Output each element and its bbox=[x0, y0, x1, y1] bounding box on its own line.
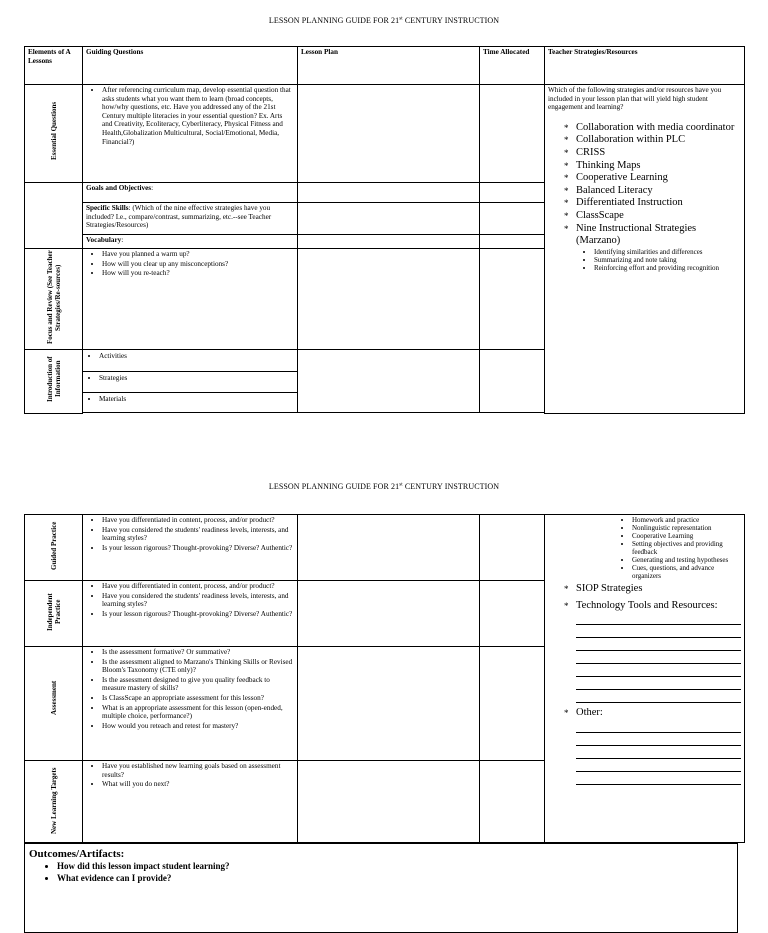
strategy-item: * Cooperative Learning bbox=[564, 172, 741, 185]
focus-item: • How will you clear up any misconceptions? bbox=[102, 260, 294, 269]
assessment-item: • Is the assessment aligned to Marzano's Thinking Skills or Revised Bloom's Taxonomy (CTE only)? bbox=[102, 658, 294, 675]
header-guiding: Guiding Questions bbox=[83, 47, 298, 85]
marzano-item: • Summarizing and note taking bbox=[594, 256, 741, 264]
focus-item: • How will you re-teach? bbox=[102, 269, 294, 278]
time-cell[interactable] bbox=[480, 203, 545, 235]
strategy-item: * CRISS bbox=[564, 147, 741, 160]
marzano-item: • Setting objectives and providing feedback bbox=[632, 540, 741, 556]
row-label-essential: Essential Questions bbox=[49, 101, 58, 161]
skills-text: : (Which of the nine effective strategies have you included? I.e., compare/contrast, summarizing, etc.--see Teacher Strategies/Resources) bbox=[86, 204, 272, 230]
plan-cell[interactable] bbox=[298, 515, 480, 581]
strategy-item: * Collaboration with media coordinator bbox=[564, 122, 741, 135]
plan-cell[interactable] bbox=[298, 761, 480, 843]
plan-cell[interactable] bbox=[298, 350, 480, 413]
other-blank-line[interactable] bbox=[576, 746, 741, 759]
vocab-label: Vocabulary bbox=[86, 236, 122, 244]
plan-cell[interactable] bbox=[298, 249, 480, 350]
tech-item: Technology Tools and Resources: bbox=[576, 599, 718, 611]
strategy-item: * Collaboration within PLC bbox=[564, 134, 741, 147]
other-blank-line[interactable] bbox=[576, 759, 741, 772]
marzano-item: • Identifying similarities and differences bbox=[594, 248, 741, 256]
assessment-item: • Is the assessment formative? Or summative? bbox=[102, 648, 294, 657]
outcomes-title: Outcomes/Artifacts: bbox=[29, 848, 125, 860]
time-cell[interactable] bbox=[480, 85, 545, 183]
assessment-item: • Is the assessment designed to give you quality feedback to measure mastery of skills? bbox=[102, 676, 294, 693]
header-time: Time Allocated bbox=[480, 47, 545, 85]
marzano-item: • Generating and testing hypotheses bbox=[632, 556, 741, 564]
tech-blank-line[interactable] bbox=[576, 612, 741, 625]
tech-blank-line[interactable] bbox=[576, 677, 741, 690]
time-cell[interactable] bbox=[480, 647, 545, 761]
outcomes-item: • What evidence can I provide? bbox=[57, 872, 737, 884]
plan-cell[interactable] bbox=[298, 647, 480, 761]
time-cell[interactable] bbox=[480, 761, 545, 843]
plan-cell[interactable] bbox=[298, 183, 480, 203]
independent-item: • Have you considered the students' readiness levels, interests, and learning styles? bbox=[102, 592, 294, 609]
targets-item: • Have you established new learning goals based on assessment results? bbox=[102, 762, 294, 779]
plan-cell[interactable] bbox=[298, 85, 480, 183]
tech-blank-line[interactable] bbox=[576, 690, 741, 703]
marzano-item: • Cues, questions, and advance organizers bbox=[632, 564, 741, 580]
guided-item: • Have you considered the students' readiness levels, interests, and learning styles? bbox=[102, 526, 294, 543]
row-label-assessment: Assessment bbox=[49, 680, 58, 716]
focus-item: • Have you planned a warm up? bbox=[102, 250, 294, 259]
row-label-independent: Independent Practice bbox=[45, 593, 62, 631]
time-cell[interactable] bbox=[480, 515, 545, 581]
other-blank-line[interactable] bbox=[576, 733, 741, 746]
strategy-item: * Balanced Literacy bbox=[564, 185, 741, 198]
marzano-item: • Nonlinguistic representation bbox=[632, 524, 741, 532]
strategies-panel bbox=[545, 85, 745, 414]
marzano-item: • Homework and practice bbox=[632, 516, 741, 524]
outcomes-box bbox=[24, 843, 738, 933]
strategies-question: Which of the following strategies and/or resources have you included in your lesson plan that will yield high student engagement and learning? bbox=[548, 86, 722, 112]
row-label-guided: Guided Practice bbox=[49, 521, 58, 571]
time-cell[interactable] bbox=[480, 350, 545, 413]
essential-question-text: • After referencing curriculum map, develop essential question that asks students what you want them to learn (broad concepts, how/why questions, etc. Have you addressed any of the 21st Century multiple literacies in your essential question? Ex. Arts and Creativity, Ecoliteracy, Cyberliteracy, Physical Fitness and Health,Globalization Multicultural, Social/Emotional, Media, Financial?) bbox=[102, 86, 294, 146]
marzano-item: • Cooperative Learning bbox=[632, 532, 741, 540]
other-item: Other: bbox=[576, 707, 603, 719]
targets-item: • What will you do next? bbox=[102, 780, 294, 789]
time-cell[interactable] bbox=[480, 249, 545, 350]
row-label-focus: Focus and Review (See Teacher Strategies/Re-sources) bbox=[45, 250, 62, 345]
guided-item: • Have you differentiated in content, process, and/or product? bbox=[102, 516, 294, 525]
independent-item: • Have you differentiated in content, process, and/or product? bbox=[102, 582, 294, 591]
independent-item: • Is your lesson rigorous? Thought-provoking? Diverse? Authentic? bbox=[102, 610, 294, 619]
assessment-item: • How would you reteach and retest for mastery? bbox=[102, 722, 294, 731]
assessment-item: • What is an appropriate assessment for this lesson (open-ended, multiple choice, performance?) bbox=[102, 704, 294, 721]
tech-blank-line[interactable] bbox=[576, 638, 741, 651]
plan-cell[interactable] bbox=[298, 581, 480, 647]
assessment-item: • Is ClassScape an appropriate assessment for this lesson? bbox=[102, 694, 294, 703]
intro-item: • Materials bbox=[99, 395, 297, 404]
other-blank-line[interactable] bbox=[576, 720, 741, 733]
intro-item: • Activities bbox=[99, 352, 297, 361]
tech-blank-line[interactable] bbox=[576, 625, 741, 638]
strategy-item: * ClassScape bbox=[564, 210, 741, 223]
lesson-table-page1: Elements of A Lessons Guiding Questions Lesson Plan Time Allocated Teacher Strategies/Resources Essential Questions • After referencing curriculum map, develop essential question that asks students what you want them to learn (broad concepts, how/why questions, etc. Have you addressed any of the 21st Century multiple literacies in your essential question? Ex. Arts and Creativity, Ecoliteracy, Cyberliteracy, Physical Fitness and Health,Globalization Multicultural, Social/Emotional, Media, Financial?) Which of the following strategies and/or resources have you included in your lesson plan that will yield high student engagement and learning? * Collaboration with media coordinator * Collaboration within PLC * CRISS * Thinking Maps * Cooperative Learning * Balanced Literacy * Differentiated Instruction * ClassScape * Nine Instructional Strategies (Marzano) • Identifying similarities and differences • Summarizing and note taking • Reinforcing effort and providing recognition Goals and Objectives: Specific Skills: (Which of the nine effective strategies have you included? I.e., compare/contrast, summarizing, etc.--see Teacher Strategies/Resources) Vocabulary: Focus and Review (See Teacher Strategies/Re-sources) • Have you planned a warm up? • How will you clear up any misconceptions? • How will you re-teach? Introduction of Information • Activities • Strategies • Materials bbox=[24, 46, 745, 414]
plan-cell[interactable] bbox=[298, 203, 480, 235]
row-label-intro: Introduction of Information bbox=[45, 356, 62, 402]
page-title: LESSON PLANNING GUIDE FOR 21st CENTURY INSTRUCTION bbox=[268, 482, 500, 491]
header-plan: Lesson Plan bbox=[298, 47, 480, 85]
tech-blank-line[interactable] bbox=[576, 664, 741, 677]
strategy-item: * Differentiated Instruction bbox=[564, 197, 741, 210]
lesson-table-page2 bbox=[24, 514, 745, 843]
time-cell[interactable] bbox=[480, 235, 545, 249]
intro-item: • Strategies bbox=[99, 374, 297, 383]
other-blank-line[interactable] bbox=[576, 772, 741, 785]
page-title: LESSON PLANNING GUIDE FOR 21st CENTURY INSTRUCTION bbox=[268, 16, 500, 25]
strategies-panel-continued bbox=[545, 515, 745, 843]
outcomes-item: • How did this lesson impact student learning? bbox=[57, 860, 737, 872]
tech-blank-line[interactable] bbox=[576, 651, 741, 664]
strategy-item: * Nine Instructional Strategies (Marzano) bbox=[564, 223, 741, 248]
time-cell[interactable] bbox=[480, 183, 545, 203]
strategy-item: * Thinking Maps bbox=[564, 160, 741, 173]
plan-cell[interactable] bbox=[298, 235, 480, 249]
header-elements: Elements of A Lessons bbox=[25, 47, 83, 85]
guided-item: • Is your lesson rigorous? Thought-provoking? Diverse? Authentic? bbox=[102, 544, 294, 553]
header-teacher: Teacher Strategies/Resources bbox=[545, 47, 745, 85]
time-cell[interactable] bbox=[480, 581, 545, 647]
goals-label: Goals and Objectives bbox=[86, 184, 152, 192]
row-label-targets: New Learning Targets bbox=[49, 767, 58, 835]
skills-label: Specific Skills bbox=[86, 204, 129, 212]
siop-item: * SIOP Strategies bbox=[564, 583, 741, 596]
marzano-item: • Reinforcing effort and providing recognition bbox=[594, 264, 741, 272]
